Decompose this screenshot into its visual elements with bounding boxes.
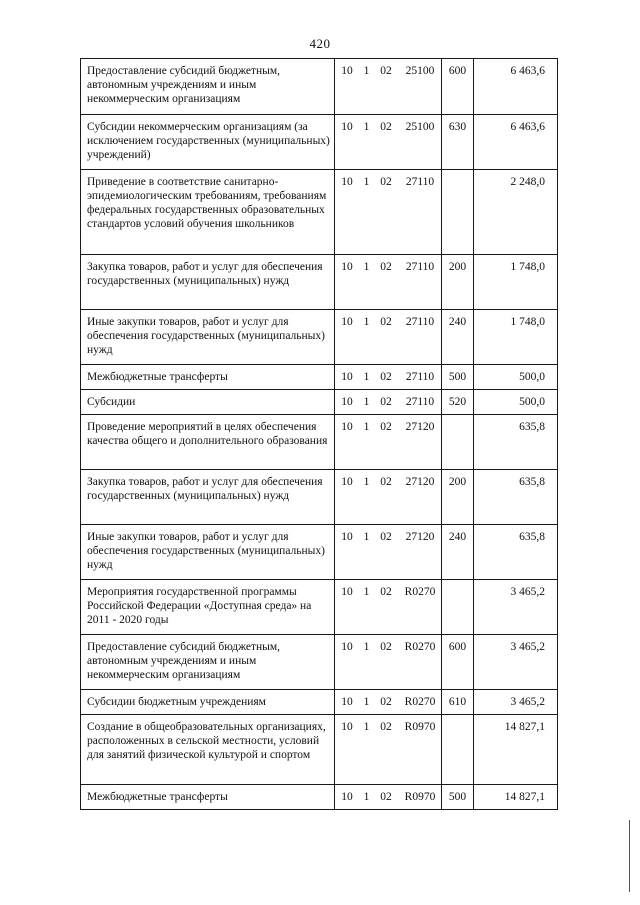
table-row [81, 785, 558, 810]
row-description: Субсидии некоммерческим организациям (за исключением государственных (муниципальных) учреждений) [81, 115, 335, 170]
section-code: 10 [341, 421, 353, 433]
row-description: Проведение мероприятий в целях обеспечения качества общего и дополнительного образования [81, 415, 335, 470]
scan-edge-line [629, 820, 630, 892]
program-code: 02 [380, 121, 392, 133]
amount: 2 248,0 [474, 170, 558, 255]
expense-type-code: 600 [442, 59, 474, 115]
amount: 1 748,0 [474, 310, 558, 365]
expense-type-code: 610 [442, 690, 474, 715]
table-row [81, 525, 558, 580]
subsection-code: 1 [363, 791, 370, 803]
expense-type-code: 600 [442, 635, 474, 690]
budget-table [80, 58, 558, 810]
target-article-code: 27110 [405, 396, 435, 408]
amount: 3 465,2 [474, 580, 558, 635]
subsection-code: 1 [363, 721, 370, 733]
table-row [81, 255, 558, 310]
program-code: 02 [380, 261, 392, 273]
row-codes [335, 470, 442, 525]
row-description: Предоставление субсидий бюджетным, автономным учреждениям и иным некоммерческим организациям [81, 635, 335, 690]
expense-type-code: 500 [442, 365, 474, 390]
row-codes [335, 635, 442, 690]
table-row [81, 690, 558, 715]
program-code: 02 [380, 641, 392, 653]
section-code: 10 [341, 531, 353, 543]
program-code: 02 [380, 791, 392, 803]
program-code: 02 [380, 721, 392, 733]
target-article-code: 27110 [405, 261, 435, 273]
row-codes [335, 115, 442, 170]
row-description: Иные закупки товаров, работ и услуг для обеспечения государственных (муниципальных) нужд [81, 525, 335, 580]
program-code: 02 [380, 476, 392, 488]
table-row [81, 115, 558, 170]
subsection-code: 1 [363, 371, 370, 383]
amount: 3 465,2 [474, 690, 558, 715]
row-description: Приведение в соответствие санитарно-эпидемиологическим требованиям, требованиям федеральных государственных образовательных стандартов условий обучения школьников [81, 170, 335, 255]
target-article-code: 27110 [405, 176, 435, 188]
target-article-code: R0270 [404, 641, 436, 653]
amount: 500,0 [474, 365, 558, 390]
subsection-code: 1 [363, 176, 370, 188]
expense-type-code: 630 [442, 115, 474, 170]
subsection-code: 1 [363, 261, 370, 273]
table-row [81, 580, 558, 635]
expense-type-code: 240 [442, 525, 474, 580]
amount: 14 827,1 [474, 785, 558, 810]
row-codes [335, 59, 442, 115]
row-description: Межбюджетные трансферты [81, 365, 335, 390]
target-article-code: 25100 [405, 65, 435, 77]
target-article-code: 27110 [405, 316, 435, 328]
section-code: 10 [341, 696, 353, 708]
subsection-code: 1 [363, 476, 370, 488]
amount: 6 463,6 [474, 115, 558, 170]
target-article-code: 27110 [405, 371, 435, 383]
target-article-code: R0970 [404, 721, 436, 733]
row-codes [335, 365, 442, 390]
row-description: Создание в общеобразовательных организациях, расположенных в сельской местности, условий для занятий физической культурой и спортом [81, 715, 335, 785]
subsection-code: 1 [363, 316, 370, 328]
amount: 635,8 [474, 470, 558, 525]
amount: 635,8 [474, 525, 558, 580]
amount: 500,0 [474, 390, 558, 415]
target-article-code: R0970 [404, 791, 436, 803]
expense-type-code: 200 [442, 255, 474, 310]
expense-type-code: 520 [442, 390, 474, 415]
row-codes [335, 580, 442, 635]
section-code: 10 [341, 721, 353, 733]
row-description: Мероприятия государственной программы Российской Федерации «Доступная среда» на 2011 - 2020 годы [81, 580, 335, 635]
subsection-code: 1 [363, 586, 370, 598]
table-row [81, 415, 558, 470]
target-article-code: 27120 [405, 531, 435, 543]
table-row [81, 310, 558, 365]
expense-type-code [442, 580, 474, 635]
table-row [81, 390, 558, 415]
target-article-code: 25100 [405, 121, 435, 133]
table-row [81, 715, 558, 785]
row-description: Закупка товаров, работ и услуг для обеспечения государственных (муниципальных) нужд [81, 255, 335, 310]
expense-type-code [442, 715, 474, 785]
row-description: Иные закупки товаров, работ и услуг для обеспечения государственных (муниципальных) нужд [81, 310, 335, 365]
section-code: 10 [341, 316, 353, 328]
row-description: Закупка товаров, работ и услуг для обеспечения государственных (муниципальных) нужд [81, 470, 335, 525]
section-code: 10 [341, 261, 353, 273]
table-row [81, 470, 558, 525]
amount: 3 465,2 [474, 635, 558, 690]
table-row [81, 59, 558, 115]
row-description: Субсидии бюджетным учреждениям [81, 690, 335, 715]
expense-type-code: 200 [442, 470, 474, 525]
program-code: 02 [380, 696, 392, 708]
program-code: 02 [380, 316, 392, 328]
program-code: 02 [380, 421, 392, 433]
subsection-code: 1 [363, 531, 370, 543]
program-code: 02 [380, 396, 392, 408]
program-code: 02 [380, 586, 392, 598]
row-codes [335, 170, 442, 255]
amount: 635,8 [474, 415, 558, 470]
row-codes [335, 525, 442, 580]
table-row [81, 365, 558, 390]
amount: 6 463,6 [474, 59, 558, 115]
section-code: 10 [341, 791, 353, 803]
subsection-code: 1 [363, 696, 370, 708]
section-code: 10 [341, 476, 353, 488]
amount: 14 827,1 [474, 715, 558, 785]
page-number: 420 [309, 36, 331, 51]
subsection-code: 1 [363, 641, 370, 653]
expense-type-code [442, 170, 474, 255]
expense-type-code: 240 [442, 310, 474, 365]
row-description: Предоставление субсидий бюджетным, автономным учреждениям и иным некоммерческим организациям [81, 59, 335, 115]
row-description: Межбюджетные трансферты [81, 785, 335, 810]
expense-type-code [442, 415, 474, 470]
section-code: 10 [341, 396, 353, 408]
table-row [81, 170, 558, 255]
amount: 1 748,0 [474, 255, 558, 310]
table-row [81, 635, 558, 690]
row-codes [335, 690, 442, 715]
program-code: 02 [380, 371, 392, 383]
section-code: 10 [341, 176, 353, 188]
subsection-code: 1 [363, 396, 370, 408]
target-article-code: R0270 [404, 586, 436, 598]
row-codes [335, 390, 442, 415]
target-article-code: 27120 [405, 421, 435, 433]
row-codes [335, 785, 442, 810]
row-codes [335, 415, 442, 470]
expense-type-code: 500 [442, 785, 474, 810]
section-code: 10 [341, 641, 353, 653]
row-codes [335, 715, 442, 785]
subsection-code: 1 [363, 121, 370, 133]
program-code: 02 [380, 176, 392, 188]
section-code: 10 [341, 371, 353, 383]
program-code: 02 [380, 531, 392, 543]
row-codes [335, 255, 442, 310]
section-code: 10 [341, 121, 353, 133]
row-description: Субсидии [81, 390, 335, 415]
program-code: 02 [380, 65, 392, 77]
section-code: 10 [341, 586, 353, 598]
subsection-code: 1 [363, 65, 370, 77]
target-article-code: 27120 [405, 476, 435, 488]
row-codes [335, 310, 442, 365]
section-code: 10 [341, 65, 353, 77]
target-article-code: R0270 [404, 696, 436, 708]
subsection-code: 1 [363, 421, 370, 433]
